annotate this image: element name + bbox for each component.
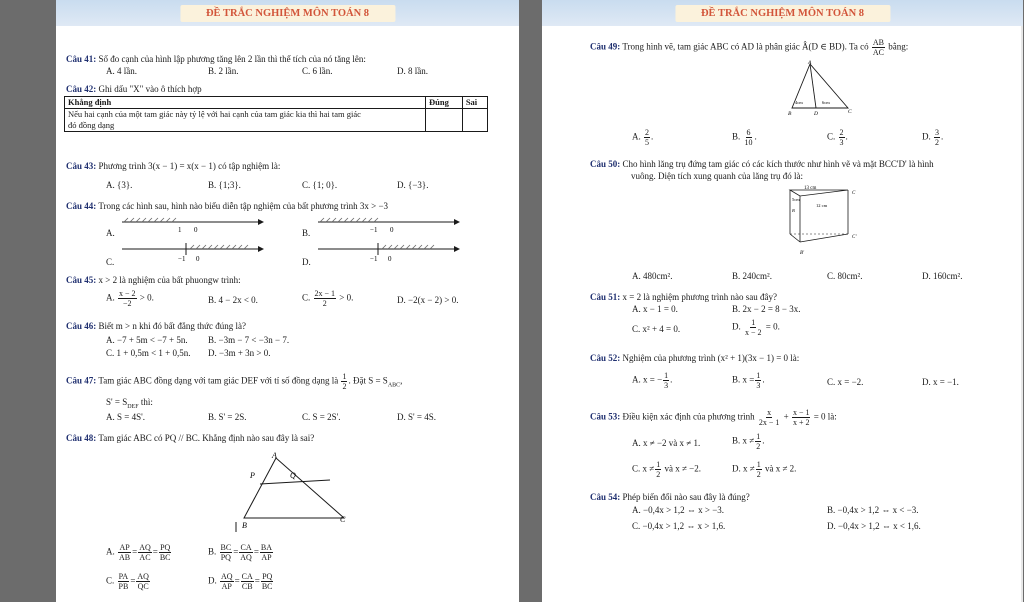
question-50: Câu 50: Cho hình lăng trụ đứng tam giác có các kích thước như hình vẽ và mặt BCC'D' là hình bbox=[590, 159, 934, 169]
question-48 bbox=[66, 432, 314, 444]
vertex-d: D bbox=[814, 111, 818, 117]
number-line-a bbox=[118, 214, 268, 234]
vertex-c: C bbox=[848, 109, 852, 115]
vertex-b: B bbox=[788, 111, 792, 117]
prism-figure bbox=[782, 182, 872, 262]
option-d: D. x ≠ $\frac{1}{2}$ và x ≠ 2. bbox=[732, 460, 797, 479]
table-header-false: Sai bbox=[462, 97, 487, 109]
vertex-c: C bbox=[852, 191, 856, 196]
option-a: A. x = − $\frac{1}{3}$ . bbox=[632, 371, 673, 390]
measure-12cm: 12 cm bbox=[816, 203, 828, 208]
number-line-d bbox=[314, 241, 464, 263]
option-a: A. 4 lần. bbox=[106, 66, 137, 76]
measure-4cm: 4cm bbox=[795, 100, 803, 105]
question-text: Ghi dấu "X" vào ô thích hợp bbox=[98, 84, 202, 94]
question-text: Số đo cạnh của hình lập phương tăng lên 2 lần thì thể tích của nó tăng lên: bbox=[98, 54, 366, 64]
page-title: ĐỀ TRẮC NGHIỆM MÔN TOÁN 8 bbox=[675, 5, 890, 22]
table-header-true: Đúng bbox=[426, 97, 463, 109]
number-line-c bbox=[118, 241, 268, 263]
vertex-q: Q bbox=[290, 471, 296, 480]
option-d: D. 8 lần. bbox=[397, 66, 428, 76]
option-b: B. {1;3}. bbox=[208, 180, 241, 190]
vertex-c: C bbox=[340, 515, 346, 524]
option-a: A. S = 4S'. bbox=[106, 412, 145, 422]
question-label: Câu 53: bbox=[590, 411, 621, 422]
table-statement: Nếu hai cạnh của một tam giác này tỷ lệ với hai cạnh của tam giác kia thì hai tam giác đó đồng dạng bbox=[65, 109, 426, 132]
bisector-figure bbox=[782, 58, 862, 118]
option-c: C. x² + 4 = 0. bbox=[632, 324, 681, 334]
fraction: $\frac{AB}{AC}$ bbox=[872, 38, 884, 57]
tick-label: 1 bbox=[178, 226, 182, 234]
vertex-a: A bbox=[272, 452, 277, 460]
question-43 bbox=[66, 160, 280, 172]
question-54: Câu 54: Phép biến đổi nào sau đây là đúng? bbox=[590, 492, 750, 502]
question-text: Tam giác ABC có PQ // BC. Khẳng định nào sau đây là sai? bbox=[98, 433, 315, 443]
option-a: A. {3}. bbox=[106, 180, 133, 190]
option-c: C. 1 + 0,5m < 1 + 0,5n. bbox=[106, 348, 191, 358]
question-label: Câu 50: bbox=[590, 159, 621, 169]
question-label: Câu 46: bbox=[66, 321, 97, 331]
option-b: B. $\frac{BC}{PQ}$ = $\frac{CA}{AQ}$ = $\frac{BA}{AP}$ bbox=[208, 543, 273, 562]
option-d: D. S' = 4S. bbox=[397, 412, 436, 422]
option-a: A. −0,4x > 1,2 ⇔ x > −3. bbox=[632, 505, 725, 515]
tick-label: 0 bbox=[194, 226, 198, 234]
tick-label: −1 bbox=[178, 255, 186, 263]
option-c: C. S = 2S'. bbox=[302, 412, 341, 422]
option-a: A. $\frac{AP}{AB}$ = $\frac{AQ}{AC}$ = $\frac{PQ}{BC}$ bbox=[106, 543, 171, 562]
option-d: D. $\frac{1}{x - 2}$ = 0. bbox=[732, 318, 780, 337]
question-label: Câu 54: bbox=[590, 492, 621, 502]
tick-label: 0 bbox=[196, 255, 200, 263]
false-cell[interactable] bbox=[462, 109, 487, 132]
question-53: Câu 53: Điều kiện xác định của phương trình $\frac{x}{2x - 1}$ + $\frac{x - 1}{x + 2}$ = 0 là: bbox=[590, 408, 837, 427]
question-label: Câu 44: bbox=[66, 201, 97, 211]
page-header bbox=[56, 0, 519, 26]
option-d: D. $\frac{AQ}{AP}$ = $\frac{CA}{CB}$ = $\frac{PQ}{BC}$ bbox=[208, 572, 273, 591]
question-label: Câu 49: bbox=[590, 41, 621, 52]
question-label: Câu 52: bbox=[590, 353, 621, 363]
vertex-p: P bbox=[250, 471, 255, 480]
fraction: $\frac{2x - 1}{2}$ bbox=[314, 289, 336, 308]
option-b: B. 240cm². bbox=[732, 271, 772, 281]
question-text: Phương trình 3(x − 1) = x(x − 1) có tập nghiệm là: bbox=[98, 161, 281, 171]
option-a: A. bbox=[106, 228, 115, 238]
option-a: A. 480cm². bbox=[632, 271, 673, 281]
question-label: Câu 42: bbox=[66, 84, 97, 94]
option-b: B. 4 − 2x < 0. bbox=[208, 295, 258, 305]
option-d: D. −2(x − 2) > 0. bbox=[397, 295, 459, 305]
tick-label: −1 bbox=[370, 255, 378, 263]
option-d: D. x = −1. bbox=[922, 377, 959, 387]
table-header-statement: Khẳng định bbox=[65, 97, 426, 109]
question-label: Câu 41: bbox=[66, 54, 97, 64]
right-page bbox=[542, 0, 1023, 602]
question-42 bbox=[66, 83, 202, 95]
vertex-a: A bbox=[808, 60, 812, 66]
option-d: D. 160cm². bbox=[922, 271, 963, 281]
option-d: D. bbox=[302, 257, 311, 267]
question-text: Biết m > n khi đó bất đẳng thức đúng là? bbox=[98, 321, 246, 331]
measure-6cm: 6cm bbox=[822, 100, 830, 105]
true-false-table bbox=[64, 96, 488, 132]
tick-label: 0 bbox=[390, 226, 394, 234]
option-b: B. 2 lần. bbox=[208, 66, 239, 76]
option-a: A. $\frac{x - 2}{-2}$ > 0. bbox=[106, 289, 154, 308]
option-c: C. bbox=[106, 257, 115, 267]
measure-5cm: 5cm bbox=[792, 197, 800, 202]
option-b: B. x ≠ $\frac{1}{2}$ . bbox=[732, 432, 765, 451]
question-label: Câu 51: bbox=[590, 292, 621, 302]
tick-label: −1 bbox=[370, 226, 378, 234]
option-c: C. $\frac{PA}{PB}$ = $\frac{AQ}{QC}$ bbox=[106, 572, 149, 591]
fraction: $\frac{x - 2}{-2}$ bbox=[119, 289, 136, 308]
question-text: x > 2 là nghiệm của bất phuongw trình: bbox=[98, 275, 241, 285]
measure-13cm: 13 cm bbox=[804, 186, 817, 191]
question-49: Câu 49: Trong hình vẽ, tam giác ABC có AD là phân giác Â(D ∈ BD). Ta có $\frac{AB}{AC}$ bằng: bbox=[590, 38, 909, 57]
option-c: C. $\frac{2}{3}$ . bbox=[827, 128, 848, 147]
option-c: C. 6 lần. bbox=[302, 66, 333, 76]
option-c: C. −0,4x > 1,2 ⇔ x > 1,6. bbox=[632, 521, 726, 531]
fraction: $\frac{1}{2}$ bbox=[342, 372, 347, 391]
true-cell[interactable] bbox=[426, 109, 463, 132]
option-c: C. {1; 0}. bbox=[302, 180, 338, 190]
vertex-b: B bbox=[242, 521, 247, 530]
option-b: B. 2x − 2 = 8 − 3x. bbox=[732, 304, 801, 314]
question-44 bbox=[66, 200, 388, 212]
question-50-cont: vuông. Diện tích xung quanh của lăng trụ đó là: bbox=[631, 171, 803, 181]
vertex-b-prime: B' bbox=[800, 251, 805, 256]
option-b: B. −3m − 7 < −3n − 7. bbox=[208, 335, 290, 345]
vertex-c-prime: C' bbox=[852, 235, 857, 240]
question-label: Câu 47: bbox=[66, 375, 97, 386]
question-41 bbox=[66, 53, 366, 65]
option-b: B. −0,4x > 1,2 ⇔ x < −3. bbox=[827, 505, 919, 515]
option-a: A. −7 + 5m < −7 + 5n. bbox=[106, 335, 188, 345]
option-a: A. x − 1 = 0. bbox=[632, 304, 678, 314]
option-b: B. S' = 2S. bbox=[208, 412, 247, 422]
vertex-b: B bbox=[792, 208, 795, 213]
option-a: A. $\frac{2}{5}$ . bbox=[632, 128, 654, 147]
option-c: C. 80cm². bbox=[827, 271, 863, 281]
option-b: B. x = $\frac{1}{3}$ . bbox=[732, 371, 765, 390]
question-label: Câu 43: bbox=[66, 161, 97, 171]
number-line-b bbox=[314, 214, 464, 234]
option-c: C. $\frac{2x - 1}{2}$ > 0. bbox=[302, 289, 354, 308]
question-label: Câu 45: bbox=[66, 275, 97, 285]
option-b: B. bbox=[302, 228, 311, 238]
page-edge bbox=[1021, 26, 1023, 602]
question-51: Câu 51: x = 2 là nghiệm phương trình nào sau đây? bbox=[590, 292, 777, 302]
option-c: C. x ≠ $\frac{1}{2}$ và x ≠ −2. bbox=[632, 460, 701, 479]
left-page bbox=[56, 0, 519, 602]
option-b: B. $\frac{6}{10}$ . bbox=[732, 128, 757, 147]
question-label: Câu 48: bbox=[66, 433, 97, 443]
page-title: ĐỀ TRẮC NGHIỆM MÔN TOÁN 8 bbox=[180, 5, 395, 22]
question-47-cont: $S' = S_{DEF}$ thì: bbox=[106, 397, 153, 410]
option-d: D. −3m + 3n > 0. bbox=[208, 348, 271, 358]
question-46 bbox=[66, 320, 246, 332]
option-d: D. −0,4x > 1,2 ⇔ x < 1,6. bbox=[827, 521, 921, 531]
question-52: Câu 52: Nghiệm của phương trình (x² + 1)(3x − 1) = 0 là: bbox=[590, 353, 800, 363]
question-45 bbox=[66, 274, 241, 286]
option-a: A. x ≠ −2 và x ≠ 1. bbox=[632, 438, 701, 448]
option-c: C. x = −2. bbox=[827, 377, 864, 387]
page-header bbox=[542, 0, 1023, 26]
option-d: D. $\frac{3}{2}$ . bbox=[922, 128, 944, 147]
tick-label: 0 bbox=[388, 255, 392, 263]
triangle-figure bbox=[226, 452, 356, 532]
question-47: Câu 47: Tam giác ABC đồng dạng với tam giác DEF với tỉ số đồng dạng là $\frac{1}{2}$ . Đặt $S = S_{ABC}$, bbox=[66, 372, 403, 391]
option-d: D. {−3}. bbox=[397, 180, 429, 190]
question-text: Trong các hình sau, hình nào biểu diễn tập nghiệm của bất phương trình 3x > −3 bbox=[98, 201, 389, 211]
